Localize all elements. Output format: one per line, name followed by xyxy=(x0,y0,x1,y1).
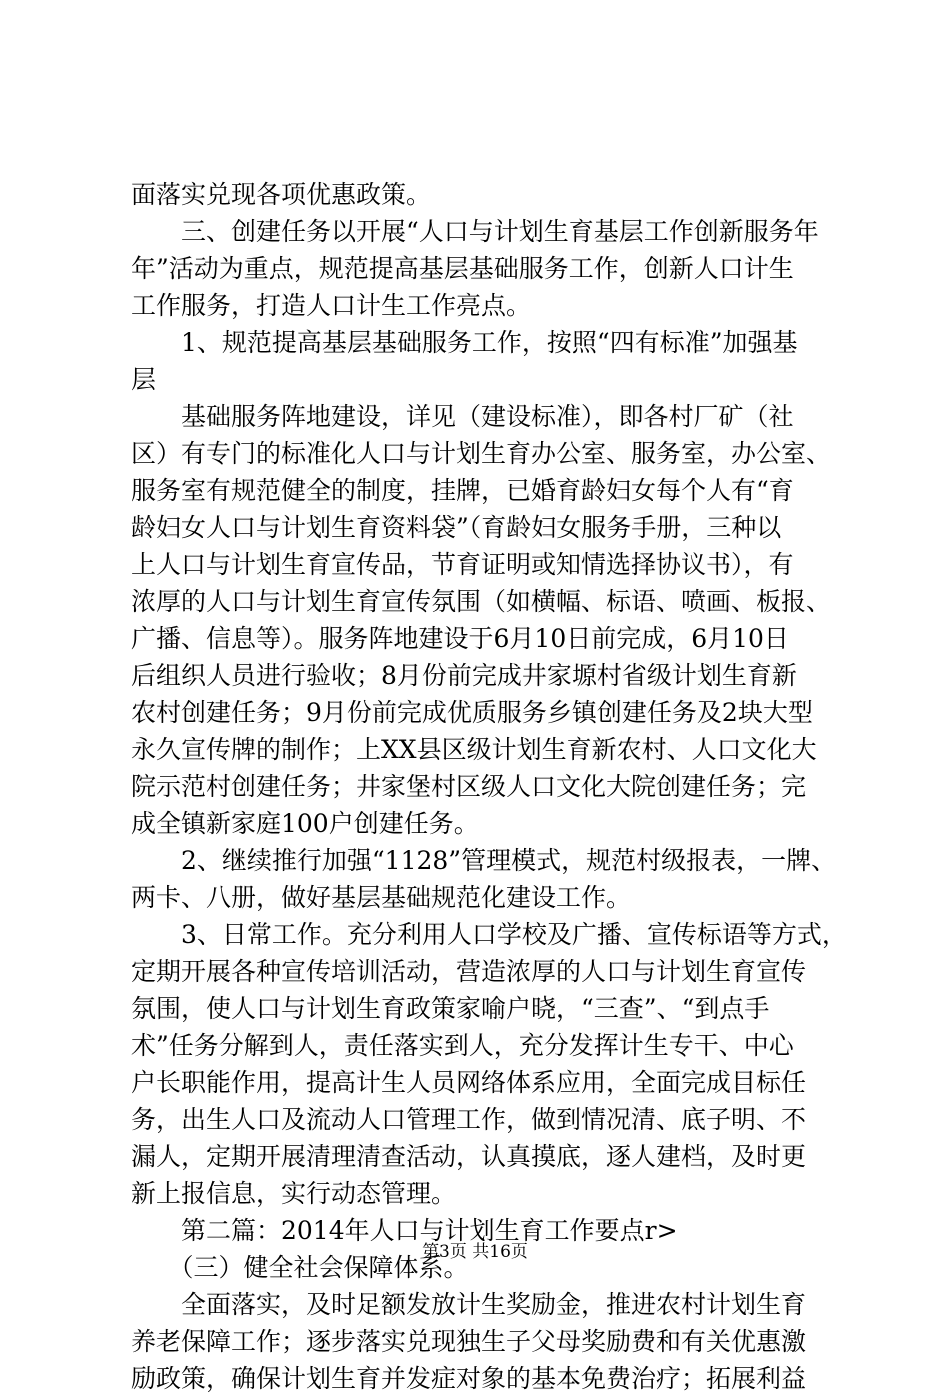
text-line: 新上报信息，实行动态管理。 xyxy=(131,1179,457,1208)
text-line: 年”活动为重点，规范提高基层基础服务工作，创新人口计生 xyxy=(131,254,794,283)
text-line: 农村创建任务；9月份前完成优质服务乡镇创建任务及2块大型 xyxy=(131,698,813,727)
text-line: 养老保障工作；逐步落实兑现独生子父母奖励费和有关优惠激 xyxy=(131,1327,807,1356)
text-line: 定期开展各种宣传培训活动，营造浓厚的人口与计划生育宣传 xyxy=(131,957,807,986)
text-line: 全面落实，及时足额发放计生奖励金，推进农村计划生育 xyxy=(131,1290,807,1319)
text-line: 术”任务分解到人，责任落实到人，充分发挥计生专干、中心 xyxy=(131,1031,794,1060)
text-line: 漏人，定期开展清理清查活动，认真摸底，逐人建档，及时更 xyxy=(131,1142,807,1171)
text-line: 层 xyxy=(131,365,157,394)
body-text xyxy=(131,176,847,1397)
text-line: 1、规范提高基层基础服务工作，按照“四有标准”加强基 xyxy=(131,328,798,357)
text-line: 面落实兑现各项优惠政策。 xyxy=(131,180,432,209)
text-line: 励政策，确保计划生育并发症对象的基本免费治疗；拓展利益 xyxy=(131,1364,807,1393)
text-line: （三）健全社会保障体系。 xyxy=(131,1253,469,1282)
text-line: 务，出生人口及流动人口管理工作，做到情况清、底子明、不 xyxy=(131,1105,807,1134)
text-line: 成全镇新家庭100户创建任务。 xyxy=(131,809,479,838)
text-line: 区）有专门的标准化人口与计划生育办公室、服务室，办公室、 xyxy=(131,439,832,468)
page-footer: 第3页 共16页 xyxy=(422,1242,528,1262)
text-line: 院示范村创建任务；井家堡村区级人口文化大院创建任务；完 xyxy=(131,772,807,801)
text-line: 3、日常工作。充分利用人口学校及广播、宣传标语等方式， xyxy=(131,920,847,949)
text-line: 户长职能作用，提高计生人员网络体系应用，全面完成目标任 xyxy=(131,1068,807,1097)
text-line: 三、创建任务以开展“人口与计划生育基层工作创新服务年 xyxy=(131,217,819,246)
text-line: 永久宣传牌的制作；上XX县区级计划生育新农村、人口文化大 xyxy=(131,735,817,764)
text-line: 服务室有规范健全的制度，挂牌，已婚育龄妇女每个人有“育 xyxy=(131,476,794,505)
text-line: 龄妇女人口与计划生育资料袋”（育龄妇女服务手册，三种以 xyxy=(131,513,782,542)
text-line: 第二篇：2014年人口与计划生育工作要点r> xyxy=(131,1216,678,1245)
text-line: 两卡、八册，做好基层基础规范化建设工作。 xyxy=(131,883,632,912)
text-line: 上人口与计划生育宣传品，节育证明或知情选择协议书），有 xyxy=(131,550,794,579)
text-line: 浓厚的人口与计划生育宣传氛围（如横幅、标语、喷画、板报、 xyxy=(131,587,832,616)
text-line: 基础服务阵地建设，详见（建设标准），即各村厂矿（社 xyxy=(131,402,794,431)
text-line: 2、继续推行加强“1128”管理模式，规范村级报表，一牌、 xyxy=(131,846,837,875)
text-line: 广播、信息等）。服务阵地建设于6月10日前完成，6月10日 xyxy=(131,624,789,653)
text-line: 工作服务，打造人口计生工作亮点。 xyxy=(131,291,532,320)
text-line: 氛围，使人口与计划生育政策家喻户晓，“三查”、“到点手 xyxy=(131,994,770,1023)
text-line: 后组织人员进行验收；8月份前完成井家塬村省级计划生育新 xyxy=(131,661,797,690)
